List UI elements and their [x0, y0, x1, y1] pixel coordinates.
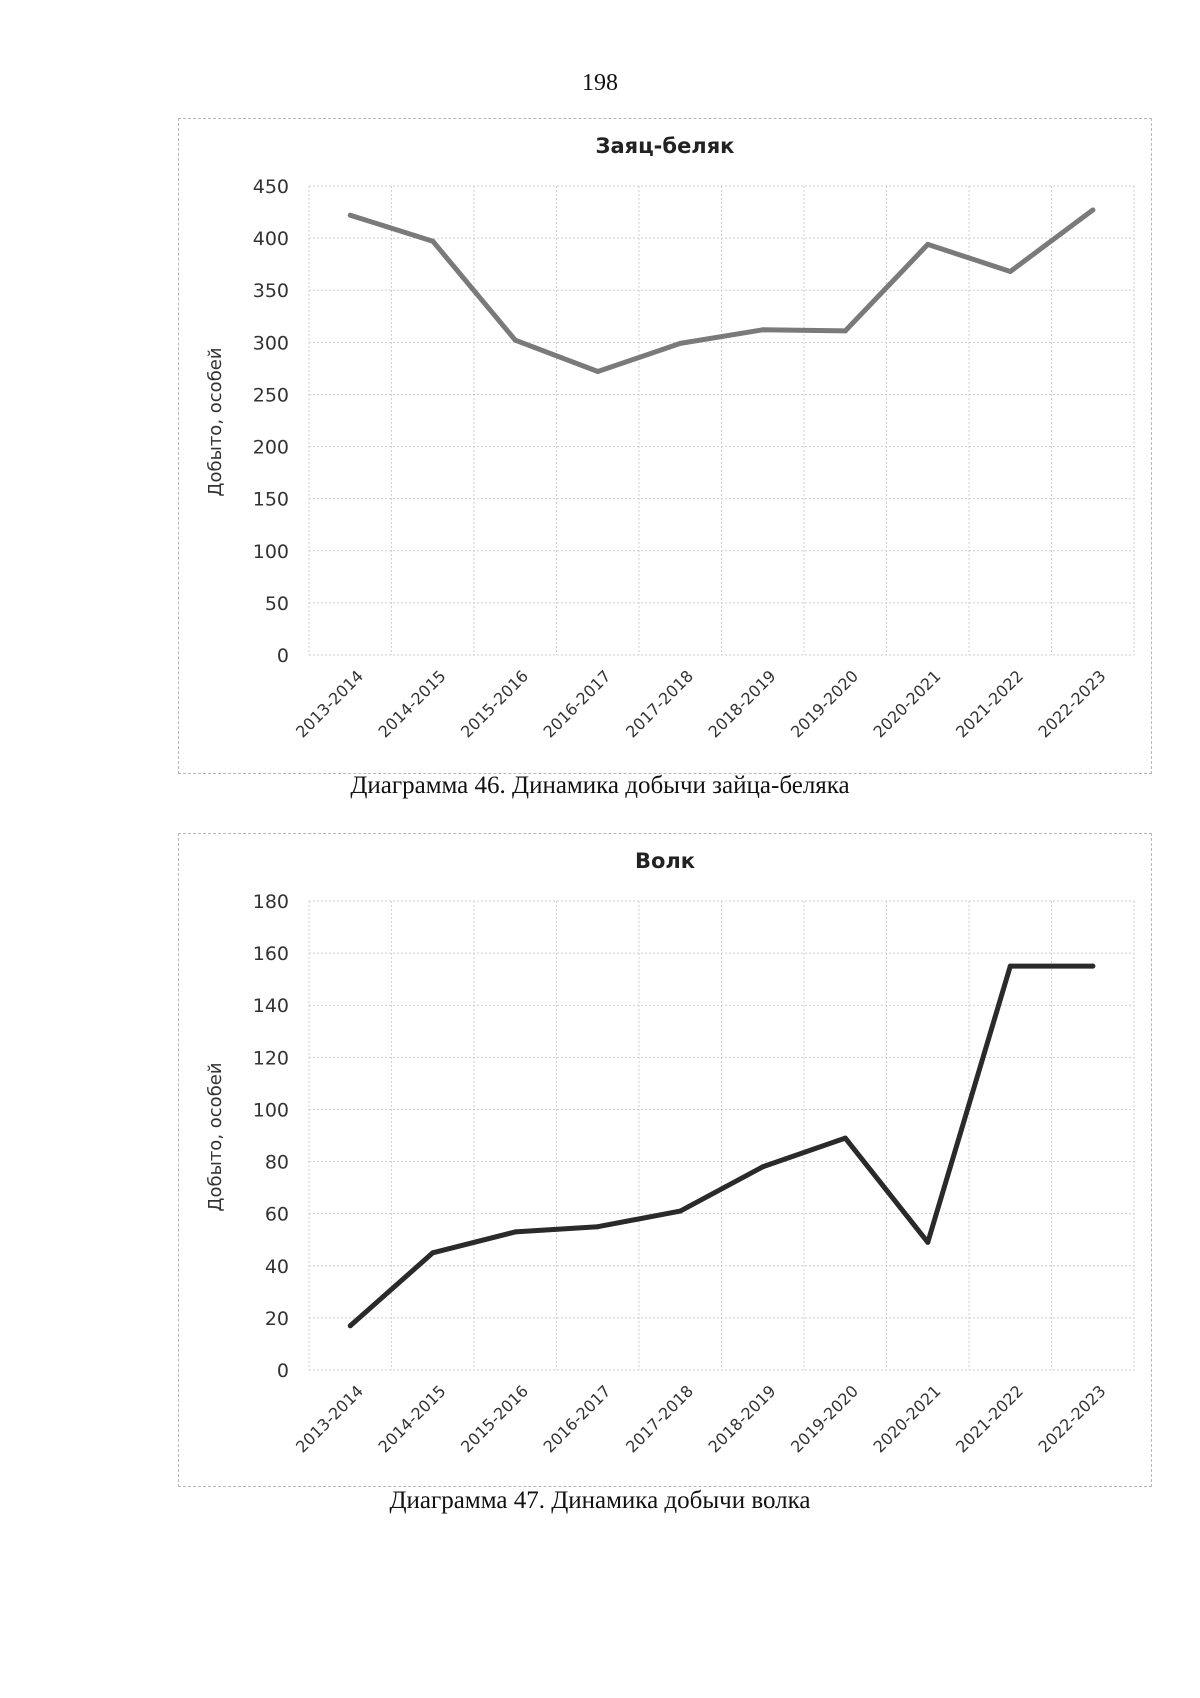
data-point	[513, 1229, 518, 1234]
x-tick-label: 2022-2023	[1034, 1381, 1110, 1457]
data-point	[1008, 964, 1013, 969]
data-point	[678, 1209, 683, 1214]
data-point	[348, 1323, 353, 1328]
x-tick-label: 2018-2019	[704, 666, 780, 742]
y-tick-label: 0	[276, 1360, 289, 1382]
data-point	[348, 213, 353, 218]
x-tick-label: 2016-2017	[539, 1381, 615, 1457]
y-axis-label: Добыто, особей	[205, 347, 226, 497]
x-tick-label: 2015-2016	[456, 1381, 533, 1457]
data-point	[678, 341, 683, 346]
y-tick-label: 450	[252, 176, 289, 198]
x-tick-label: 2019-2020	[786, 1381, 863, 1457]
x-tick-label: 2017-2018	[621, 666, 698, 742]
y-tick-label: 250	[252, 384, 289, 407]
x-tick-label: 2017-2018	[621, 1381, 698, 1457]
x-tick-label: 2022-2023	[1034, 666, 1110, 742]
x-tick-label: 2018-2019	[704, 1381, 780, 1457]
chart-title: Заяц-беляк	[595, 134, 735, 158]
data-point	[595, 1224, 600, 1229]
y-tick-label: 60	[264, 1203, 289, 1226]
chart-wolf	[179, 834, 1151, 1486]
data-point	[843, 1136, 848, 1141]
x-tick-label: 2013-2014	[291, 1381, 368, 1457]
y-tick-label: 0	[276, 645, 289, 667]
chart-container-wolf	[178, 833, 1152, 1487]
y-tick-label: 140	[252, 995, 289, 1018]
y-tick-label: 120	[252, 1047, 289, 1070]
chart-hare	[179, 119, 1151, 773]
data-point	[1090, 964, 1095, 969]
x-tick-label: 2016-2017	[539, 666, 615, 742]
x-tick-label: 2019-2020	[786, 666, 863, 742]
y-tick-label: 160	[252, 943, 289, 966]
y-tick-label: 150	[252, 488, 289, 511]
x-tick-label: 2013-2014	[291, 666, 368, 742]
data-point	[843, 328, 848, 333]
data-point	[430, 1250, 435, 1255]
y-tick-label: 40	[264, 1255, 289, 1278]
data-point	[1090, 208, 1095, 213]
y-tick-label: 400	[252, 228, 289, 251]
y-tick-label: 100	[252, 540, 289, 563]
data-point	[430, 239, 435, 244]
data-point	[595, 369, 600, 374]
y-tick-label: 180	[252, 891, 289, 913]
y-axis-label: Добыто, особей	[205, 1062, 226, 1212]
x-tick-label: 2020-2021	[869, 666, 945, 742]
data-point	[760, 1164, 765, 1169]
data-point	[760, 327, 765, 332]
x-tick-label: 2014-2015	[374, 666, 450, 742]
y-tick-label: 20	[264, 1307, 289, 1330]
page-number: 198	[582, 70, 618, 96]
chart-caption-hare: Диаграмма 46. Динамика добычи зайца-беляка	[350, 772, 850, 799]
x-tick-label: 2015-2016	[456, 666, 533, 742]
x-tick-label: 2021-2022	[951, 666, 1028, 742]
x-tick-label: 2020-2021	[869, 1381, 945, 1457]
y-tick-label: 300	[252, 332, 289, 355]
data-point	[1008, 269, 1013, 274]
chart-container-hare	[178, 118, 1152, 774]
y-tick-label: 200	[252, 436, 289, 459]
y-tick-label: 50	[264, 592, 289, 615]
x-tick-label: 2014-2015	[374, 1381, 450, 1457]
y-tick-label: 350	[252, 280, 289, 303]
data-point	[925, 1240, 930, 1245]
x-tick-label: 2021-2022	[951, 1381, 1028, 1457]
y-tick-label: 80	[264, 1151, 289, 1174]
chart-title: Волк	[634, 849, 696, 873]
chart-caption-wolf: Диаграмма 47. Динамика добычи волка	[389, 1487, 811, 1514]
data-point	[925, 242, 930, 247]
data-point	[513, 338, 518, 343]
y-tick-label: 100	[252, 1099, 289, 1122]
